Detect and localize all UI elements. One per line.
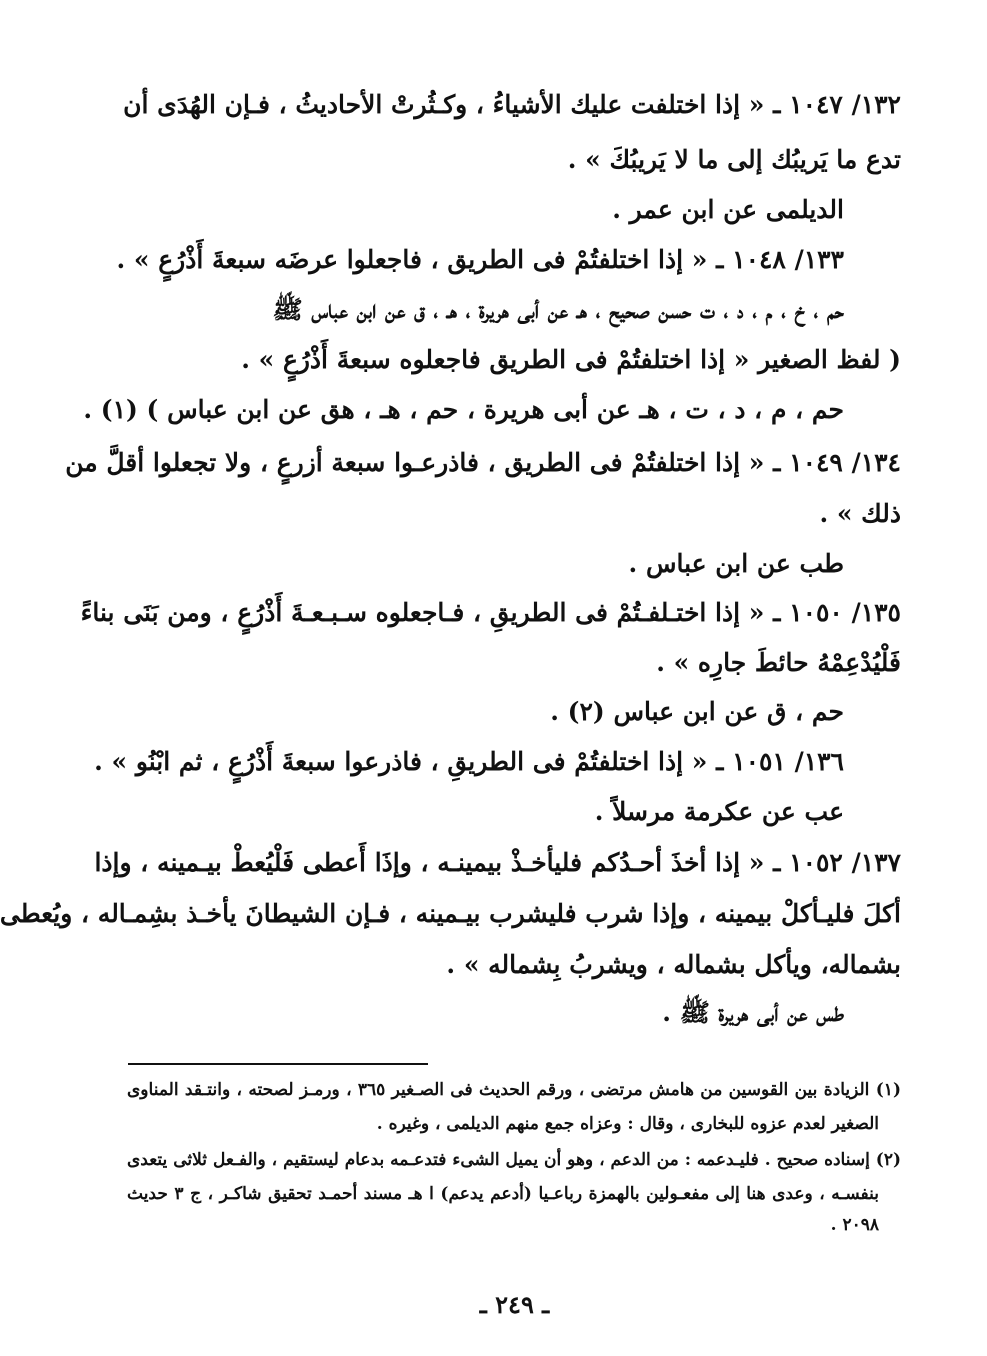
footnote-1-line-2: الصغير لعدم عزوه للبخارى ، وقال : وعزاه جمع منهم الديلمى ، وغيره .	[376, 1114, 879, 1134]
hadith-137-source: طس عن أبى هريرة ﷺ .	[662, 998, 844, 1027]
footnote-1-line-1: (١) الزيادة بين القوسين من هامش مرتضى ، ورقم الحديث فى الصـغير ٣٦٥ ، ورمـز لصحته ، وانتـقد المناوى	[127, 1080, 901, 1100]
hadith-137-line-2: أكلَ فليـأكلْ بيمينه ، وإذا شرب فليشرب بيـمينه ، فـإن الشيطانَ يأخـذ بشِمـاله ، ويُعطى	[0, 899, 901, 928]
hadith-132-line-1: ١٣٢/ ١٠٤٧ ـ « إذا اختلفت عليك الأشياءُ ، وكـثُرتْ الأحاديثُ ، فـإن الهُدَى أن	[123, 90, 901, 119]
hadith-132-source: الديلمى عن ابن عمر .	[612, 195, 844, 224]
hadith-135-line-2: فَلْيُدْعِمْهُ حائطَ جارِه » .	[656, 648, 901, 677]
hadith-135-line-1: ١٣٥/ ١٠٥٠ ـ « إذا اختـلفـتُمْ فى الطريقِ ، فـاجعلوه سـبـعـةَ أَذْرُعٍ ، ومن بَنَى بناءً	[80, 598, 901, 627]
hadith-134-source: طب عن ابن عباس .	[628, 549, 844, 578]
hadith-135-source: حم ، ق عن ابن عباس (٢) .	[550, 697, 844, 726]
hadith-134-line-1: ١٣٤/ ١٠٤٩ ـ « إذا اختلفتُمْ فى الطريق ، فاذرعـوا سبعة أزرعٍ ، ولا تجعلوا أقلَّ من	[65, 448, 901, 477]
hadith-133-small-source: حم ، م ، د ، ت ، هـ عن أبى هريرة ، حم ، هـ ، هق عن ابن عباس ) (١) .	[83, 395, 844, 424]
hadith-133-line-1: ١٣٣/ ١٠٤٨ ـ « إذا اختلفتُمْ فى الطريق ، فاجعلوا عرضَه سبعةَ أَذْرُعٍ » .	[116, 245, 844, 274]
footnote-2-line-2: بنفسـه ، وعدى هنا إلى مفعـولين بالهمزة رباعـيا (أدعم يدعم) ا هـ مسند أحمـد تحقيق شاكـر ، ج ٣ حديث	[127, 1184, 880, 1204]
hadith-134-line-2: ذلك » .	[819, 499, 901, 528]
hadith-136-source: عب عن عكرمة مرسلاً .	[594, 797, 844, 826]
hadith-132-line-2: تدع ما يَريبُك إلى ما لا يَريبُكَ » .	[567, 145, 901, 174]
hadith-133-small-version: ( لفظ الصغير « إذا اختلفتُمْ فى الطريق فاجعلوه سبعةَ أَذْرُعٍ » .	[241, 345, 901, 374]
page-number: ـ ٢٤٩ ـ	[479, 1290, 550, 1319]
footnote-separator	[128, 1063, 428, 1065]
hadith-133-source: حم ، خ ، م ، د ، ت حسن صحيح ، هـ عن أبى هريرة ، هـ ، ق عن ابن عباس ﷺ	[272, 295, 844, 324]
hadith-136-line-1: ١٣٦/ ١٠٥١ ـ « إذا اختلفتُمْ فى الطريقِ ، فاذرعوا سبعةَ أَذْرُعٍ ، ثم ابْنُو » .	[94, 747, 844, 776]
footnote-2-line-3: ٢٠٩٨ .	[830, 1215, 879, 1235]
hadith-137-line-1: ١٣٧/ ١٠٥٢ ـ « إذا أخذَ أحـدُكم فليأخـذْ بيمينـه ، وإذَا أَعطى فَلْيُعطْ بيـمينه ، وإذا	[94, 848, 901, 877]
footnote-2-line-1: (٢) إسناده صحيح . فليـدعمه : من الدعم ، وهو أن يميل الشىء فتدعـمه بدعام ليستقيم ، والفـعل ثلاثى يتعدى	[127, 1150, 901, 1170]
hadith-137-line-3: بشماله، ويأكل بشماله ، ويشربُ بِشماله » .	[446, 950, 901, 979]
